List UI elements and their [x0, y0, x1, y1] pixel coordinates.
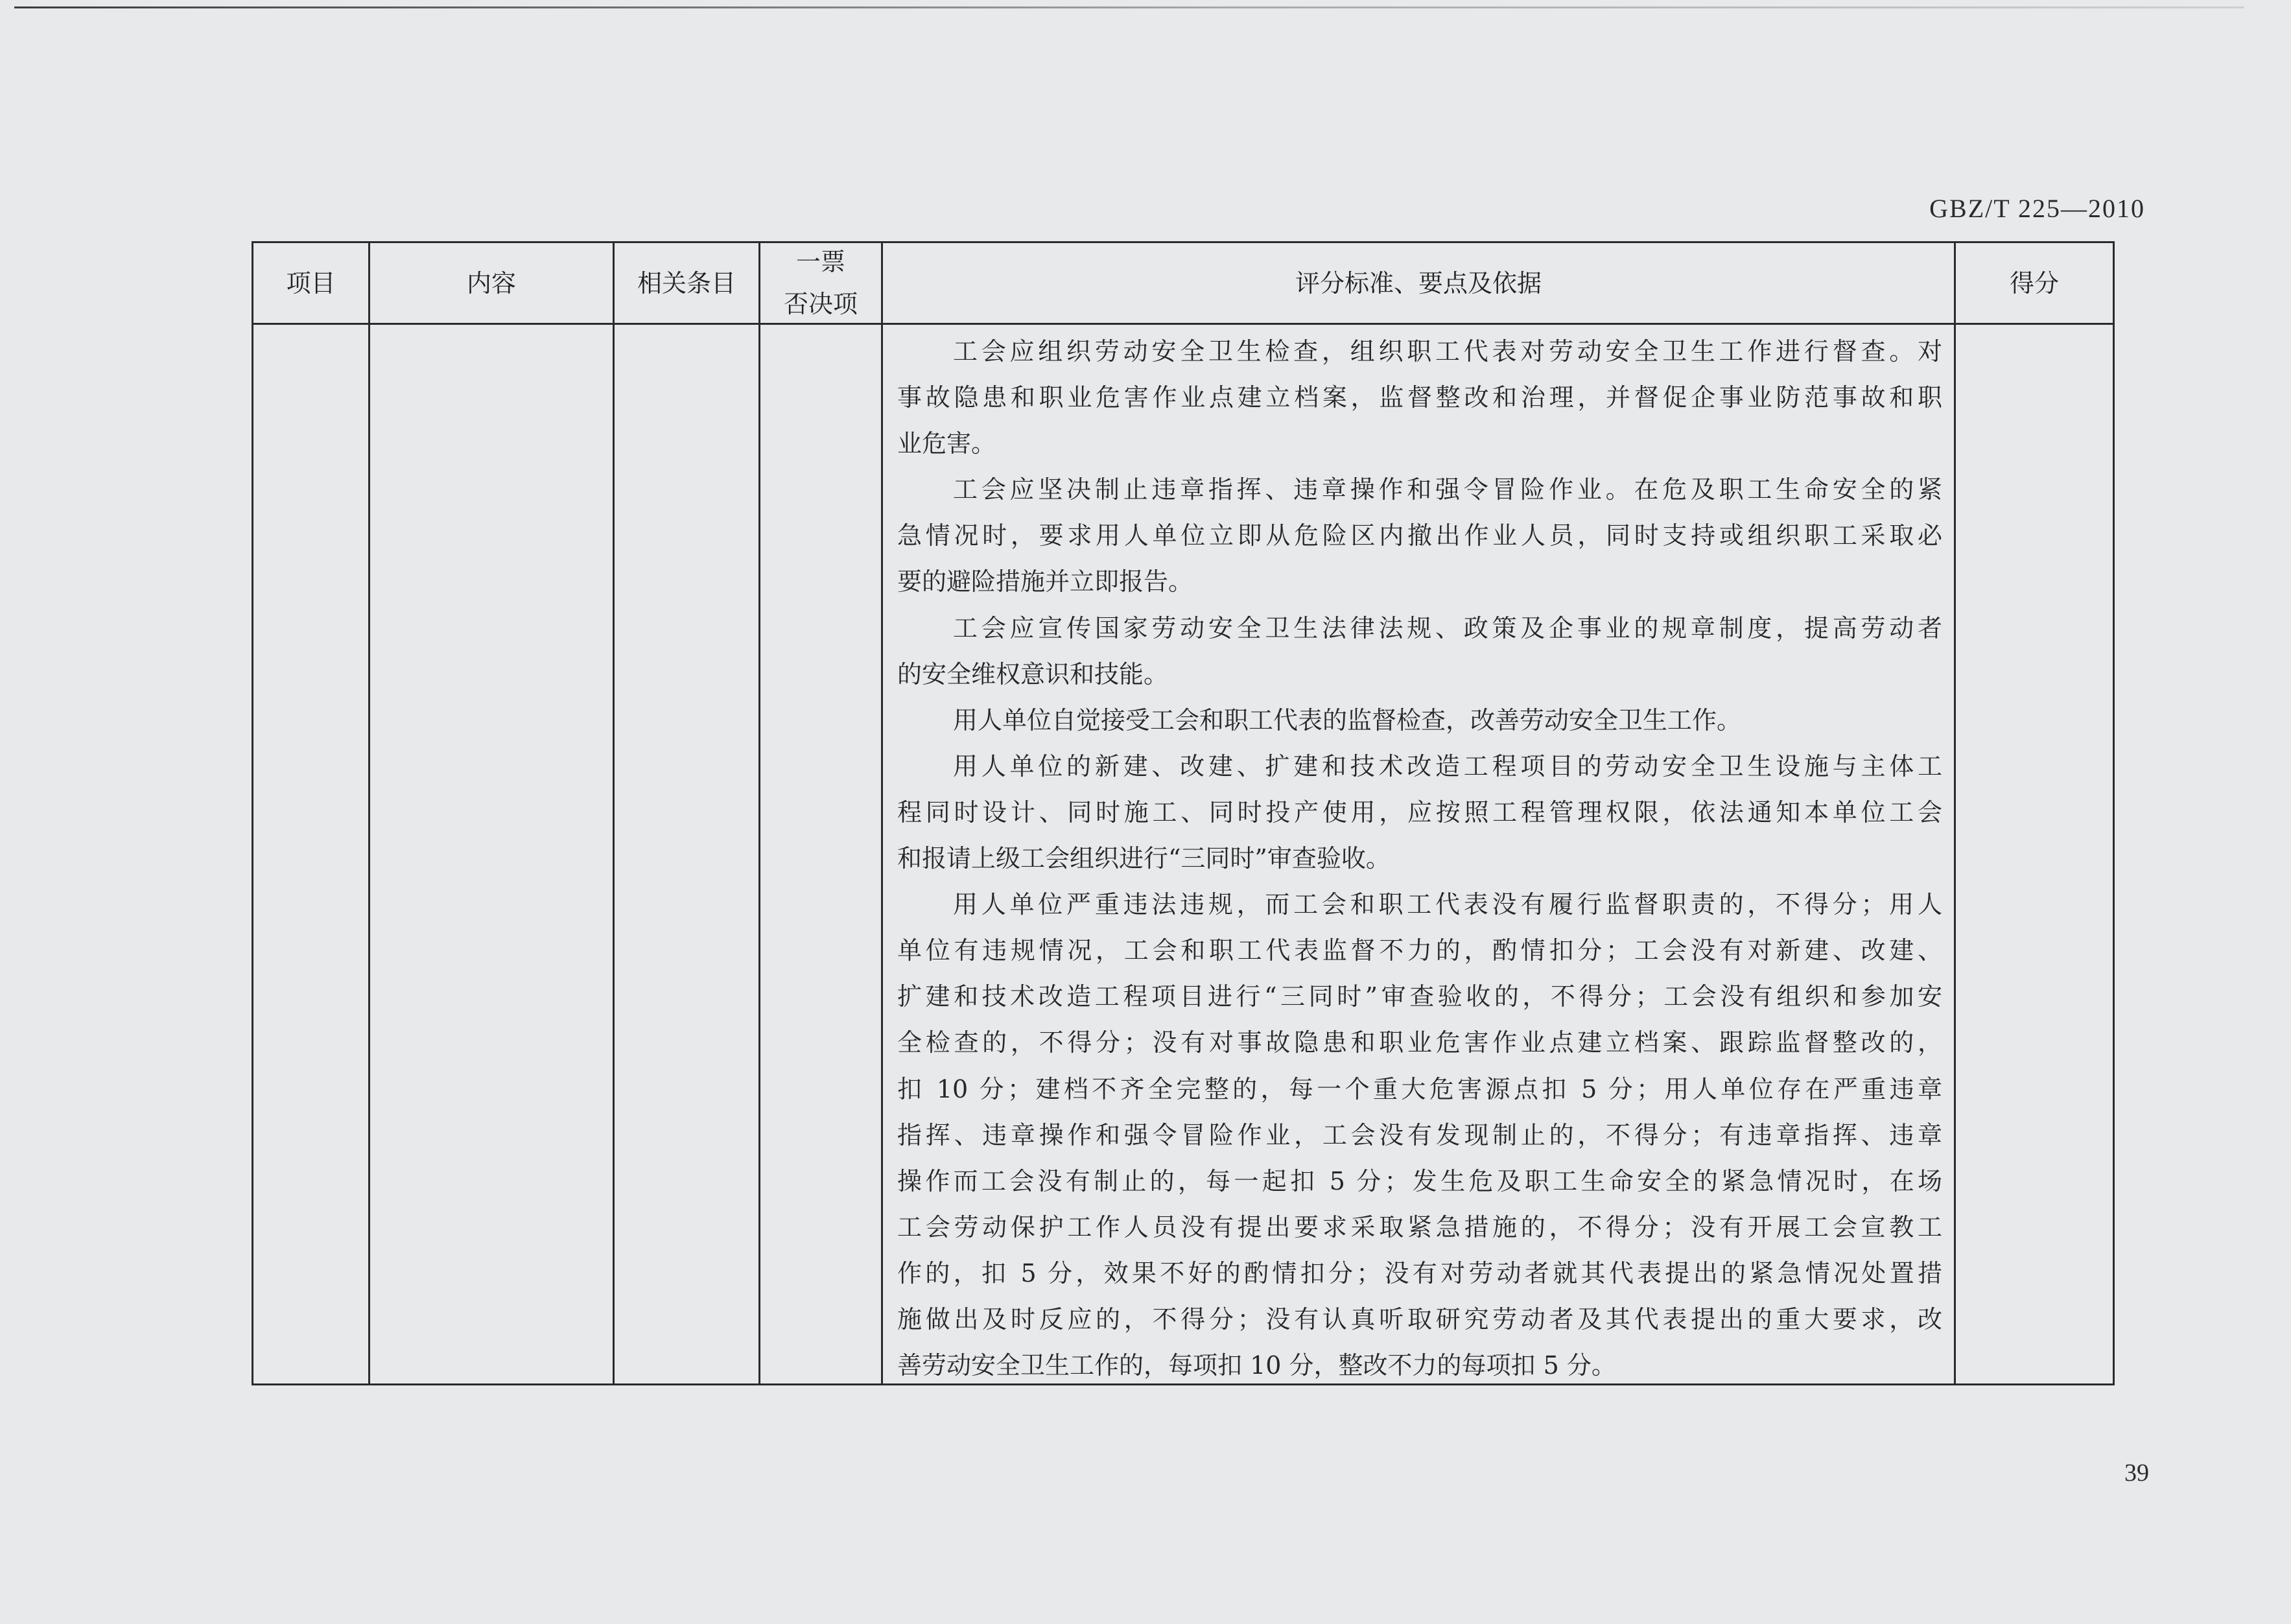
criteria-line: 操作而工会没有制止的，每一起扣 5 分；发生危及职工生命安全的紧急情况时，在场	[897, 1166, 1942, 1195]
criteria-line: 作的，扣 5 分，效果不好的酌情扣分；没有对劳动者就其代表提出的紧急情况处置措	[897, 1258, 1942, 1288]
criteria-line: 指挥、违章操作和强令冒险作业，工会没有发现制止的，不得分；有违章指挥、违章	[897, 1120, 1942, 1149]
header-cell-content	[370, 243, 615, 325]
content-cell	[370, 325, 615, 1383]
criteria-line: 善劳动安全卫生工作的，每项扣 10 分，整改不力的每项扣 5 分。	[897, 1351, 1616, 1380]
criteria-cell	[883, 325, 1956, 1383]
criteria-line: 工会应组织劳动安全卫生检查，组织职工代表对劳动安全卫生工作进行督查。对	[953, 337, 1942, 366]
score-cell	[1956, 325, 2113, 1383]
criteria-paragraph	[897, 744, 1942, 882]
header-cell-item	[253, 243, 370, 325]
criteria-line: 施做出及时反应的，不得分；没有认真听取研究劳动者及其代表提出的重大要求，改	[897, 1304, 1942, 1334]
related-clause-cell	[615, 325, 760, 1383]
criteria-paragraph	[897, 329, 1942, 467]
header-cell-veto	[760, 243, 883, 325]
criteria-line: 工会应宣传国家劳动安全卫生法律法规、政策及企事业的规章制度，提高劳动者	[953, 613, 1942, 642]
criteria-line: 用人单位的新建、改建、扩建和技术改造工程项目的劳动安全卫生设施与主体工	[953, 751, 1942, 781]
scan-edge-line	[14, 6, 2244, 8]
scoring-table	[252, 241, 2115, 1385]
criteria-line: 和报请上级工会组织进行“三同时”审查验收。	[897, 844, 1391, 873]
criteria-line: 的安全维权意识和技能。	[897, 659, 1169, 688]
page-number: 39	[2124, 1459, 2149, 1487]
criteria-line: 工会应坚决制止违章指挥、违章操作和强令冒险作业。在危及职工生命安全的紧	[953, 475, 1942, 504]
criteria-line: 单位有违规情况，工会和职工代表监督不力的，酌情扣分；工会没有对新建、改建、	[897, 936, 1942, 965]
criteria-line: 用人单位自觉接受工会和职工代表的监督检查，改善劳动安全卫生工作。	[953, 705, 1742, 735]
header-label-related-clause: 相关条目	[637, 268, 736, 298]
item-cell	[253, 325, 370, 1383]
header-label-veto-line: 否决项	[783, 289, 858, 318]
criteria-paragraph	[897, 467, 1942, 605]
criteria-line: 事故隐患和职业危害作业点建立档案，监督整改和治理，并督促企事业防范事故和职	[897, 383, 1942, 412]
criteria-line: 程同时设计、同时施工、同时投产使用，应按照工程管理权限，依法通知本单位工会	[897, 797, 1942, 827]
header-cell-score	[1956, 243, 2113, 325]
criteria-paragraph	[897, 698, 1942, 744]
veto-cell	[760, 325, 883, 1383]
criteria-line: 急情况时，要求用人单位立即从危险区内撤出作业人员，同时支持或组织职工采取必	[897, 521, 1942, 550]
header-label-content: 内容	[466, 268, 516, 298]
header-label-veto-line: 一票	[795, 247, 845, 276]
criteria-line: 业危害。	[897, 429, 996, 458]
header-cell-criteria	[883, 243, 1956, 325]
header-label-score: 得分	[2009, 268, 2059, 298]
header-cell-related-clause	[615, 243, 760, 325]
criteria-line: 扩建和技术改造工程项目进行“三同时”审查验收的，不得分；工会没有组织和参加安	[897, 982, 1942, 1011]
criteria-line: 要的避险措施并立即报告。	[897, 567, 1193, 596]
criteria-paragraph	[897, 606, 1942, 698]
criteria-paragraph	[897, 882, 1942, 1389]
header-label-criteria: 评分标准、要点及依据	[1295, 268, 1542, 298]
criteria-line: 工会劳动保护工作人员没有提出要求采取紧急措施的，不得分；没有开展工会宣教工	[897, 1212, 1942, 1242]
criteria-line: 用人单位严重违法违规，而工会和职工代表没有履行监督职责的，不得分；用人	[953, 890, 1942, 919]
standard-code: GBZ/T 225—2010	[1929, 194, 2145, 223]
header-label-item: 项目	[286, 268, 336, 298]
criteria-line: 扣 10 分；建档不齐全完整的，每一个重大危害源点扣 5 分；用人单位存在严重违章	[897, 1074, 1942, 1103]
criteria-line: 全检查的，不得分；没有对事故隐患和职业危害作业点建立档案、跟踪监督整改的，	[897, 1028, 1942, 1057]
